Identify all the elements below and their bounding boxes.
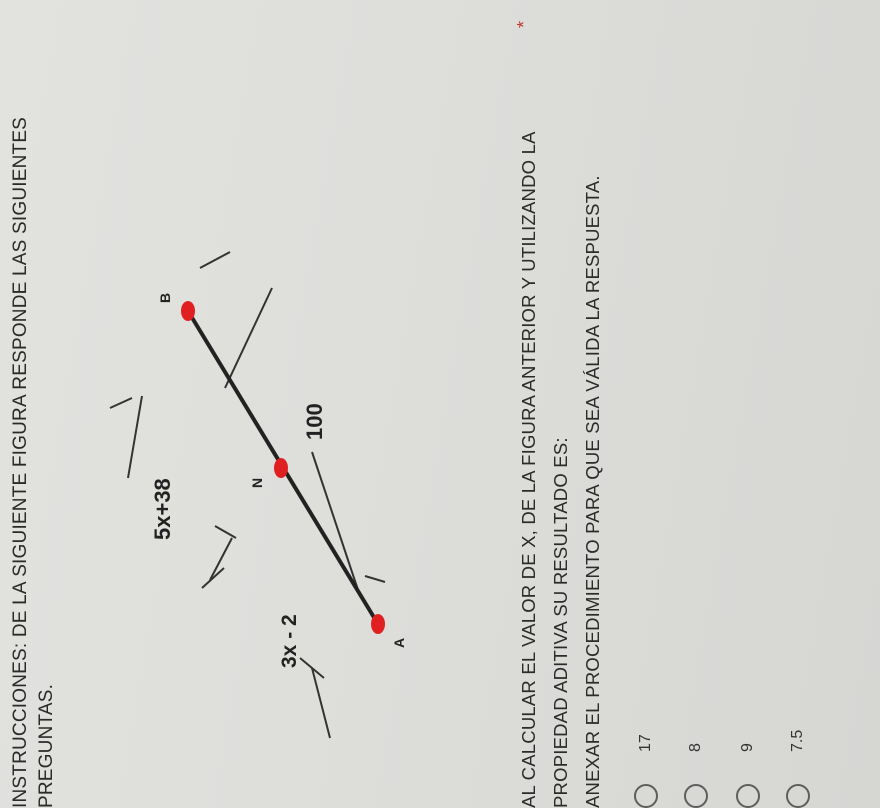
point-a-label: A bbox=[391, 637, 407, 648]
option-label: 8 bbox=[687, 743, 704, 752]
radio-button[interactable] bbox=[634, 784, 658, 808]
transversal-line-top bbox=[128, 396, 142, 478]
question-line-2: PROPIEDAD ADITIVA SU RESULTADO ES: bbox=[550, 437, 571, 808]
point-n-dot bbox=[274, 458, 288, 478]
transversal-line-left bbox=[312, 668, 330, 738]
point-b-label: B bbox=[157, 292, 173, 303]
instructions-line-2: PREGUNTAS. bbox=[36, 683, 57, 808]
option-label: 7.5 bbox=[789, 729, 806, 752]
tick-mark-top bbox=[110, 398, 132, 408]
question-line-3: ANEXAR EL PROCEDIMIENTO PARA QUE SEA VÁLIDA LA RESPUESTA. bbox=[582, 175, 603, 808]
option-9[interactable] bbox=[728, 743, 768, 808]
expr-100: 100 bbox=[302, 403, 327, 440]
tick-mark-right bbox=[200, 252, 230, 268]
transversal-line-middle bbox=[210, 538, 232, 580]
tick-mark-middle-a bbox=[202, 568, 224, 588]
instructions-line-1: INSTRUCCIONES: DE LA SIGUIENTE FIGURA RESPONDE LAS SIGUIENTES bbox=[10, 116, 31, 808]
expr-3x-minus-2: 3x - 2 bbox=[278, 614, 301, 668]
option-8[interactable] bbox=[676, 743, 716, 808]
tick-mark-middle-b bbox=[215, 526, 236, 538]
point-b-dot bbox=[181, 301, 195, 321]
question-line-1: AL CALCULAR EL VALOR DE X, DE LA FIGURA ANTERIOR Y UTILIZANDO LA bbox=[518, 131, 539, 808]
option-label: 17 bbox=[637, 734, 654, 752]
radio-button[interactable] bbox=[684, 784, 708, 808]
option-7-5[interactable] bbox=[778, 730, 818, 808]
point-a-dot bbox=[371, 614, 385, 634]
radio-button[interactable] bbox=[736, 784, 760, 808]
tick-mark-left bbox=[300, 658, 324, 678]
option-17[interactable] bbox=[626, 734, 666, 808]
radio-button[interactable] bbox=[786, 784, 810, 808]
tick-mark-bottom bbox=[365, 576, 385, 582]
transversal-line-right bbox=[225, 288, 272, 388]
expr-5x-plus-38: 5x+38 bbox=[150, 478, 175, 540]
required-mark: * bbox=[514, 20, 534, 28]
option-label: 9 bbox=[739, 743, 756, 752]
point-n-label: N bbox=[249, 477, 265, 488]
